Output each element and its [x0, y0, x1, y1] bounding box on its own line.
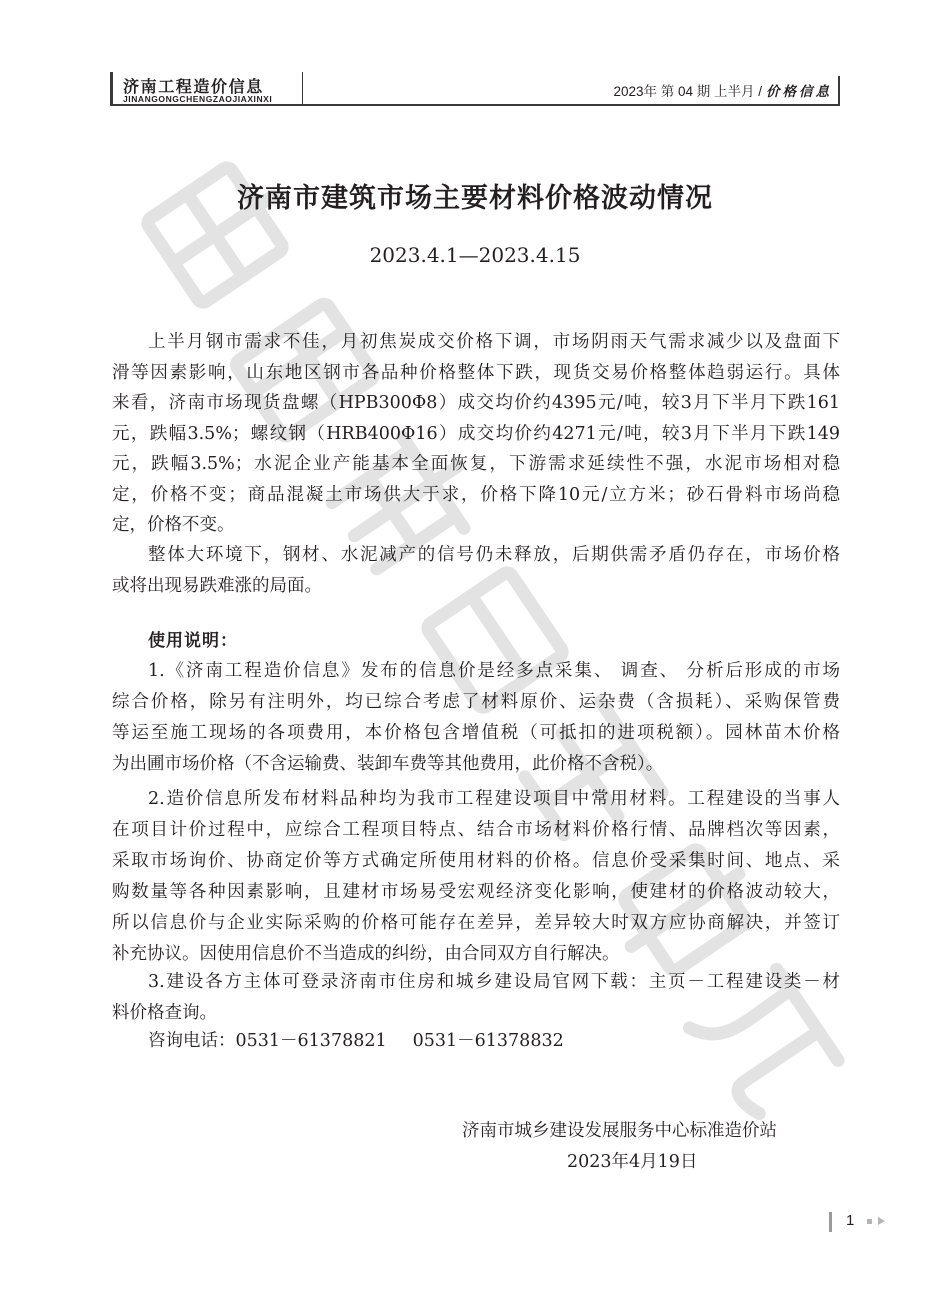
note-line: 为出圃市场价格（不含运输费、装卸车费等其他费用，此价格不含税）。 — [112, 754, 664, 774]
note-line: 等运至施工现场的各项费用，本价格包含增值税（可抵扣的进项税额）。园林苗木价格 — [112, 723, 840, 743]
note-line: 购数量等各种因素影响，且建材市场易受宏观经济变化影响，使建材的价格波动较大， — [112, 882, 840, 902]
header-divider — [302, 72, 303, 104]
page-arrow-icon — [878, 1217, 885, 1225]
running-header — [110, 72, 840, 106]
note-line: 2.造价信息所发布材料品种均为我市工程建设项目中常用材料。工程建设的当事人 — [148, 789, 840, 809]
note-line: 综合价格，除另有注明外，均已综合考虑了材料原价、运杂费（含损耗）、采购保管费 — [112, 692, 840, 712]
note-line: 料价格查询。 — [112, 1003, 217, 1023]
usage-note-item-1 — [112, 656, 840, 780]
usage-notes-heading: 使用说明： — [148, 631, 238, 650]
phone-line — [112, 1026, 840, 1057]
issue-info — [613, 80, 832, 100]
page-marker-square-icon — [867, 1219, 872, 1224]
note-line: 在项目计价过程中，应综合工程项目特点、结合市场材料价格行情、品牌档次等因素， — [112, 820, 840, 840]
note-line: 采取市场询价、协商定价等方式确定所使用材料的价格。信息价受采集时间、地点、采 — [112, 851, 840, 871]
article-date-range: 2023.4.1—2023.4.15 — [369, 243, 581, 267]
paragraph-line: 元，跌幅3.5%；水泥企业产能基本全面恢复，下游需求延续性不强，水泥市场相对稳 — [112, 454, 840, 474]
signature-organization: 济南市城乡建设发展服务中心标准造价站 — [462, 1121, 777, 1141]
note-line: 所以信息价与企业实际采购的价格可能存在差异，差异较大时双方应协商解决，并签订 — [112, 913, 840, 933]
issue-text: 2023年 第 04 期 上半月 / — [613, 84, 762, 99]
paragraph-1 — [112, 327, 840, 541]
header-left-bar — [110, 72, 113, 106]
signature-date: 2023年4月19日 — [567, 1152, 698, 1172]
publication-subtitle: JINANGONGCHENGZAOJIAXINXI — [123, 94, 273, 104]
phone-label: 咨询电话： — [148, 1031, 236, 1051]
paragraph-line: 滑等因素影响，山东地区钢市各品种价格整体下跌，现货交易价格整体趋弱运行。具体 — [112, 362, 840, 383]
page-number: 1 — [846, 1212, 855, 1229]
contact-phones — [112, 1026, 840, 1057]
paragraph-line: 元，跌幅3.5%；螺纹钢（HRB400Φ16）成交均价约4271元/吨，较3月下半月下跌149 — [112, 423, 840, 444]
note-line: 补充协议。因使用信息价不当造成的纠纷，由合同双方自行解决。 — [112, 944, 620, 964]
note-line: 1.《济南工程造价信息》发布的信息价是经多点采集、 调查、 分析后形成的市场 — [148, 661, 840, 681]
note-line: 3.建设各方主体可登录济南市住房和城乡建设局官网下载：主页－工程建设类－材 — [148, 972, 840, 992]
footer-bar — [829, 1212, 832, 1232]
article-title: 济南市建筑市场主要材料价格波动情况 — [237, 183, 713, 214]
paragraph-line: 上半月钢市需求不佳，月初焦炭成交价格下调，市场阴雨天气需求减少以及盘面下 — [148, 332, 840, 352]
publication-title: 济南工程造价信息 — [123, 79, 264, 96]
phone-number-1: 0531－61378821 — [235, 1031, 387, 1051]
usage-note-item-2 — [112, 784, 840, 970]
section-name: 价格信息 — [766, 84, 832, 99]
paragraph-2 — [112, 540, 840, 601]
paragraph-line: 定，价格不变；商品混凝土市场供大于求，价格下降10元/立方米；砂石骨料市场尚稳 — [112, 484, 840, 505]
paragraph-line: 来看，济南市场现货盘螺（HPB300Φ8）成交均价约4395元/吨，较3月下半月下跌161 — [112, 393, 840, 413]
paragraph-line: 或将出现易跌难涨的局面。 — [112, 575, 322, 596]
usage-note-item-3 — [112, 967, 840, 1029]
header-right-bar — [838, 76, 840, 104]
paragraph-line: 整体大环境下，钢材、水泥减产的信号仍未释放，后期供需矛盾仍存在，市场价格 — [148, 545, 840, 565]
paragraph-line: 定，价格不变。 — [112, 515, 235, 535]
phone-number-2: 0531－61378832 — [412, 1031, 564, 1051]
